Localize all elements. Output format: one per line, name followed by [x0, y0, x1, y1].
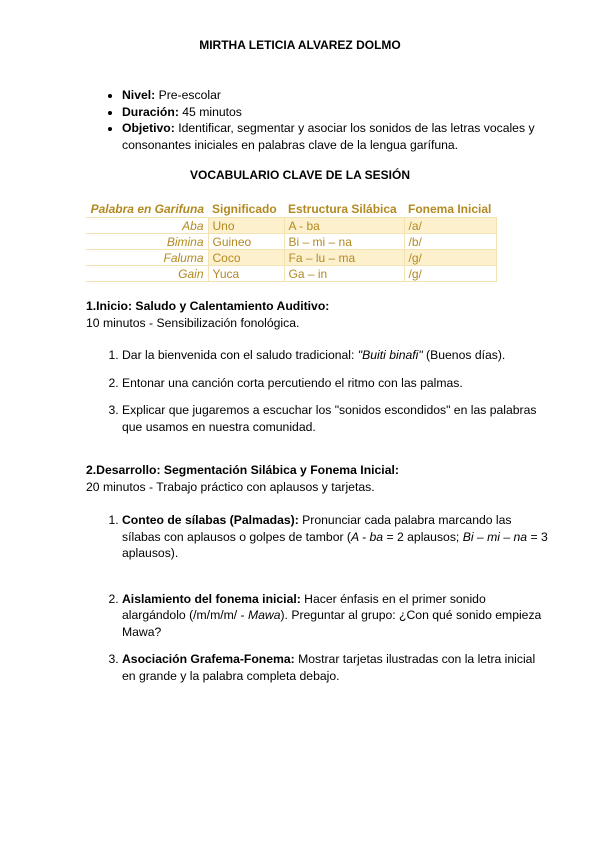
- list-item: 1. Dar la bienvenida con el saludo tradicional: "Buiti binafi" (Buenos días).: [122, 347, 552, 364]
- list-item: 2. Aislamiento del fonema inicial: Hacer énfasis en el primer sonido alargándolo (/m/m/m/ - Mawa). Preguntar al grupo: ¿Con qué sonido empieza Mawa?: [122, 591, 552, 641]
- vocab-title: VOCABULARIO CLAVE DE LA SESIÓN: [189, 168, 410, 182]
- cell-meaning: Yuca: [208, 266, 284, 282]
- meta-objective-label: Objetivo:: [122, 121, 175, 135]
- section2-steps: [86, 512, 552, 684]
- cell-phoneme: /g/: [404, 250, 496, 266]
- list-item: 2. Entonar una canción corta percutiendo el ritmo con las palmas.: [122, 375, 552, 392]
- vocab-header-syllables: Estructura Silábica: [284, 200, 404, 218]
- cell-syllables: Bi – mi – na: [284, 234, 404, 250]
- cell-syllables: Ga – in: [284, 266, 404, 282]
- section2-subtitle: 20 minutos - Trabajo práctico con aplausos y tarjetas.: [86, 480, 375, 494]
- meta-level: [122, 87, 562, 104]
- cell-word: Faluma: [86, 250, 208, 266]
- cell-meaning: Uno: [208, 218, 284, 234]
- section1-subtitle: 10 minutos - Sensibilización fonológica.: [86, 316, 300, 330]
- vocab-header-meaning: Significado: [208, 200, 284, 218]
- cell-word: Aba: [86, 218, 208, 234]
- meta-level-label: Nivel:: [122, 88, 156, 102]
- cell-meaning: Guineo: [208, 234, 284, 250]
- cell-word: Bimina: [86, 234, 208, 250]
- cell-syllables: Fa – lu – ma: [284, 250, 404, 266]
- cell-phoneme: /b/: [404, 234, 496, 250]
- section1-steps: [86, 347, 552, 435]
- section1-heading: 1.Inicio: Saludo y Calentamiento Auditivo:: [86, 299, 330, 313]
- list-item: 3. Asociación Grafema-Fonema: Mostrar tarjetas ilustradas con la letra inicial en grande y la palabra completa debajo.: [122, 651, 552, 684]
- author-name: MIRTHA LETICIA ALVAREZ DOLMO: [199, 38, 401, 52]
- section2-heading: 2.Desarrollo: Segmentación Silábica y Fonema Inicial:: [86, 463, 399, 477]
- cell-phoneme: /a/: [404, 218, 496, 234]
- meta-duration-label: Duración:: [122, 104, 179, 119]
- cell-meaning: Coco: [208, 250, 284, 266]
- vocab-table: [86, 200, 497, 282]
- table-row: [86, 266, 496, 282]
- cell-phoneme: /g/: [404, 266, 496, 282]
- meta-objective: [122, 120, 562, 153]
- table-row: [86, 218, 496, 234]
- list-item: 1. Conteo de sílabas (Palmadas): Pronunciar cada palabra marcando las sílabas con aplausos o golpes de tambor (A - ba = 2 aplausos; Bi – mi – na = 3 aplausos).: [122, 512, 552, 562]
- vocab-header-row: [86, 200, 496, 218]
- list-item: 3. Explicar que jugaremos a escuchar los "sonidos escondidos" en las palabras que usamos en nuestra comunidad.: [122, 402, 552, 435]
- meta-duration: [122, 104, 562, 121]
- vocab-header-phoneme: Fonema Inicial: [404, 200, 496, 218]
- lesson-meta-list: [86, 87, 562, 153]
- table-row: [86, 250, 496, 266]
- meta-level-value: Pre-escolar: [155, 88, 221, 102]
- meta-duration-value: 45 minutos: [178, 104, 242, 119]
- vocab-header-word: Palabra en Garifuna: [86, 200, 208, 218]
- cell-word: Gain: [86, 266, 208, 282]
- meta-objective-value: Identificar, segmentar y asociar los sonidos de las letras vocales y consonantes iniciales en palabras clave de la lengua garífuna.: [122, 121, 535, 152]
- cell-syllables: A - ba: [284, 218, 404, 234]
- table-row: [86, 234, 496, 250]
